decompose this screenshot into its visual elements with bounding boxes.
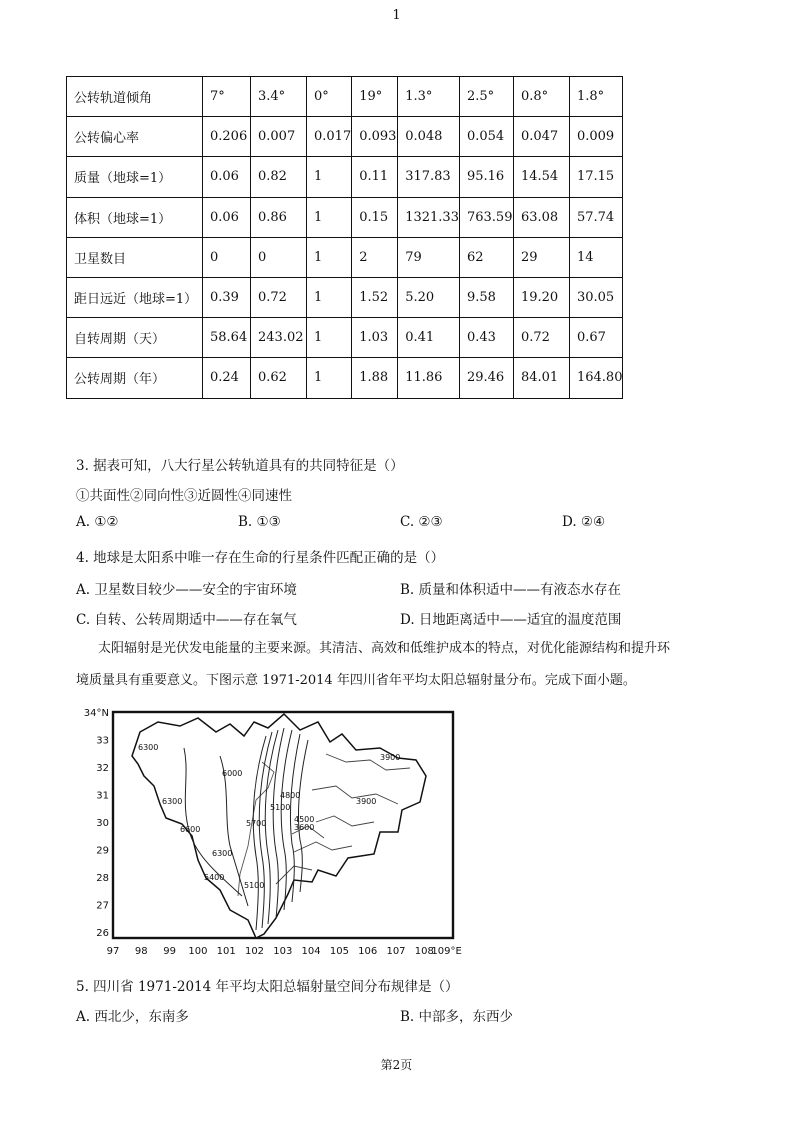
latitude-label: 31 bbox=[96, 790, 109, 802]
table-cell: 11.86 bbox=[398, 358, 460, 398]
table-cell: 0.86 bbox=[251, 197, 307, 237]
q5-stem: 5. 四川省 1971-2014 年平均太阳总辐射量空间分布规律是（） bbox=[76, 979, 459, 995]
table-row bbox=[67, 117, 623, 157]
longitude-label: 109°E bbox=[431, 946, 462, 957]
latitude-label: 27 bbox=[96, 900, 109, 912]
row-label: 体积（地球=1） bbox=[67, 197, 203, 237]
table-cell: 2 bbox=[352, 237, 398, 277]
table-cell: 0.39 bbox=[203, 277, 251, 317]
table-row bbox=[67, 358, 623, 398]
table-cell: 29.46 bbox=[459, 358, 513, 398]
q3-option-a: A. ①② bbox=[76, 514, 119, 530]
table-cell: 3.4° bbox=[251, 77, 307, 117]
isoline-label: 5400 bbox=[204, 873, 225, 882]
q3-option-b: B. ①③ bbox=[238, 514, 281, 530]
longitude-label: 99 bbox=[163, 946, 176, 957]
table-cell: 0° bbox=[307, 77, 352, 117]
latitude-label: 33 bbox=[96, 735, 109, 747]
table-cell: 1 bbox=[307, 318, 352, 358]
table-row bbox=[67, 197, 623, 237]
table-cell: 63.08 bbox=[513, 197, 569, 237]
intro-paragraph-line1: 太阳辐射是光伏发电能量的主要来源。其清洁、高效和低维护成本的特点，对优化能源结构和提升环 bbox=[98, 641, 671, 656]
table-cell: 29 bbox=[513, 237, 569, 277]
table-cell: 19.20 bbox=[513, 277, 569, 317]
q3-statements: ①共面性②同向性③近圆性④同速性 bbox=[76, 488, 292, 504]
q4-option-a: A. 卫星数目较少——安全的宇宙环境 bbox=[76, 582, 297, 598]
table-cell: 0.8° bbox=[513, 77, 569, 117]
table-cell: 0.43 bbox=[459, 318, 513, 358]
table-cell: 0.007 bbox=[251, 117, 307, 157]
longitude-label: 103 bbox=[273, 946, 293, 957]
isoline-label: 6300 bbox=[162, 797, 183, 806]
q4-option-d: D. 日地距离适中——适宜的温度范围 bbox=[400, 612, 622, 628]
table-cell: 0.054 bbox=[459, 117, 513, 157]
table-cell: 0.67 bbox=[569, 318, 623, 358]
table-cell: 0.017 bbox=[307, 117, 352, 157]
latitude-label: 26 bbox=[96, 928, 109, 939]
q5-option-a: A. 西北少，东南多 bbox=[76, 1009, 189, 1025]
isoline-label: 6300 bbox=[212, 849, 233, 858]
table-cell: 0.24 bbox=[203, 358, 251, 398]
isoline-label: 6600 bbox=[180, 825, 201, 834]
longitude-label: 102 bbox=[244, 946, 265, 957]
table-cell: 17.15 bbox=[569, 157, 623, 197]
page-number-top: 1 bbox=[392, 8, 401, 23]
row-label: 卫星数目 bbox=[67, 237, 203, 277]
table-cell: 7° bbox=[203, 77, 251, 117]
table-cell: 0.82 bbox=[251, 157, 307, 197]
latitude-label: 34°N bbox=[83, 708, 109, 719]
table-cell: 0.62 bbox=[251, 358, 307, 398]
table-cell: 317.83 bbox=[398, 157, 460, 197]
isoline-label: 5100 bbox=[244, 881, 265, 890]
longitude-label: 101 bbox=[216, 946, 236, 957]
isoline-label: 5700 bbox=[246, 819, 267, 828]
table-cell: 14 bbox=[569, 237, 623, 277]
isoline-label: 4500 bbox=[294, 815, 315, 824]
longitude-label: 108 bbox=[414, 946, 434, 957]
table-cell: 1.88 bbox=[352, 358, 398, 398]
table-row bbox=[67, 157, 623, 197]
longitude-label: 97 bbox=[106, 946, 120, 957]
isoline-label: 3600 bbox=[294, 823, 315, 832]
table-cell: 79 bbox=[398, 237, 460, 277]
table-row bbox=[67, 237, 623, 277]
table-cell: 1.8° bbox=[569, 77, 623, 117]
table-cell: 95.16 bbox=[459, 157, 513, 197]
longitude-label: 107 bbox=[386, 946, 406, 957]
table-cell: 0.009 bbox=[569, 117, 623, 157]
table-cell: 2.5° bbox=[459, 77, 513, 117]
row-label: 距日远近（地球=1） bbox=[67, 277, 203, 317]
table-cell: 5.20 bbox=[398, 277, 460, 317]
table-cell: 19° bbox=[352, 77, 398, 117]
q4-stem: 4. 地球是太阳系中唯一存在生命的行星条件匹配正确的是（） bbox=[76, 550, 445, 566]
latitude-label: 32 bbox=[96, 763, 109, 774]
isoline-label: 6000 bbox=[222, 769, 243, 778]
row-label: 自转周期（天） bbox=[67, 318, 203, 358]
table-cell: 763.59 bbox=[459, 197, 513, 237]
latitude-label: 28 bbox=[96, 873, 109, 884]
row-label: 质量（地球=1） bbox=[67, 157, 203, 197]
table-row bbox=[67, 77, 623, 117]
isoline-label: 3900 bbox=[380, 753, 401, 762]
isoline-label: 4800 bbox=[280, 791, 301, 800]
table-cell: 1 bbox=[307, 157, 352, 197]
table-cell: 57.74 bbox=[569, 197, 623, 237]
table-cell: 0.206 bbox=[203, 117, 251, 157]
longitude-label: 100 bbox=[188, 946, 208, 957]
table-cell: 0.11 bbox=[352, 157, 398, 197]
table-cell: 58.64 bbox=[203, 318, 251, 358]
table-cell: 1 bbox=[307, 358, 352, 398]
table-cell: 1.03 bbox=[352, 318, 398, 358]
q4-option-b: B. 质量和体积适中——有液态水存在 bbox=[400, 582, 622, 598]
row-label: 公转偏心率 bbox=[67, 117, 203, 157]
latitude-label: 29 bbox=[96, 845, 109, 857]
isoline-label: 3900 bbox=[356, 797, 377, 806]
q3-stem: 3. 据表可知，八大行星公转轨道具有的共同特征是（） bbox=[76, 458, 404, 474]
table-row bbox=[67, 277, 623, 317]
table-cell: 0 bbox=[251, 237, 307, 277]
table-cell: 84.01 bbox=[513, 358, 569, 398]
table-cell: 9.58 bbox=[459, 277, 513, 317]
q3-option-c: C. ②③ bbox=[400, 514, 443, 530]
q4-option-c: C. 自转、公转周期适中——存在氧气 bbox=[76, 612, 297, 628]
table-cell: 0.72 bbox=[513, 318, 569, 358]
row-label: 公转周期（年） bbox=[67, 358, 203, 398]
longitude-label: 98 bbox=[134, 946, 148, 957]
table-cell: 0.047 bbox=[513, 117, 569, 157]
page-footer: 第2页 bbox=[380, 1058, 413, 1072]
planet-data-table bbox=[66, 76, 623, 399]
table-cell: 0.41 bbox=[398, 318, 460, 358]
table-cell: 0.048 bbox=[398, 117, 460, 157]
table-cell: 1 bbox=[307, 237, 352, 277]
longitude-label: 106 bbox=[358, 946, 378, 957]
longitude-label: 105 bbox=[329, 946, 349, 957]
table-cell: 0.06 bbox=[203, 157, 251, 197]
table-cell: 62 bbox=[459, 237, 513, 277]
table-row bbox=[67, 318, 623, 358]
table-cell: 0.15 bbox=[352, 197, 398, 237]
table-cell: 14.54 bbox=[513, 157, 569, 197]
table-cell: 30.05 bbox=[569, 277, 623, 317]
latitude-label: 30 bbox=[96, 818, 109, 829]
table-cell: 243.02 bbox=[251, 318, 307, 358]
table-cell: 1 bbox=[307, 277, 352, 317]
table-cell: 1.52 bbox=[352, 277, 398, 317]
table-cell: 164.80 bbox=[569, 358, 623, 398]
sichuan-radiation-map bbox=[80, 706, 475, 962]
q3-option-d: D. ②④ bbox=[562, 514, 606, 530]
table-cell: 1 bbox=[307, 197, 352, 237]
row-label: 公转轨道倾角 bbox=[67, 77, 203, 117]
isoline-label: 5100 bbox=[270, 803, 291, 812]
table-cell: 1321.33 bbox=[398, 197, 460, 237]
table-cell: 0 bbox=[203, 237, 251, 277]
table-cell: 0.093 bbox=[352, 117, 398, 157]
longitude-label: 104 bbox=[301, 946, 321, 957]
table-cell: 0.72 bbox=[251, 277, 307, 317]
table-cell: 0.06 bbox=[203, 197, 251, 237]
q5-option-b: B. 中部多，东西少 bbox=[400, 1009, 514, 1025]
isoline-label: 6300 bbox=[138, 743, 159, 752]
intro-paragraph-line2: 境质量具有重要意义。下图示意 1971-2014 年四川省年平均太阳总辐射量分布。完成下面小题。 bbox=[76, 673, 636, 688]
table-cell: 1.3° bbox=[398, 77, 460, 117]
